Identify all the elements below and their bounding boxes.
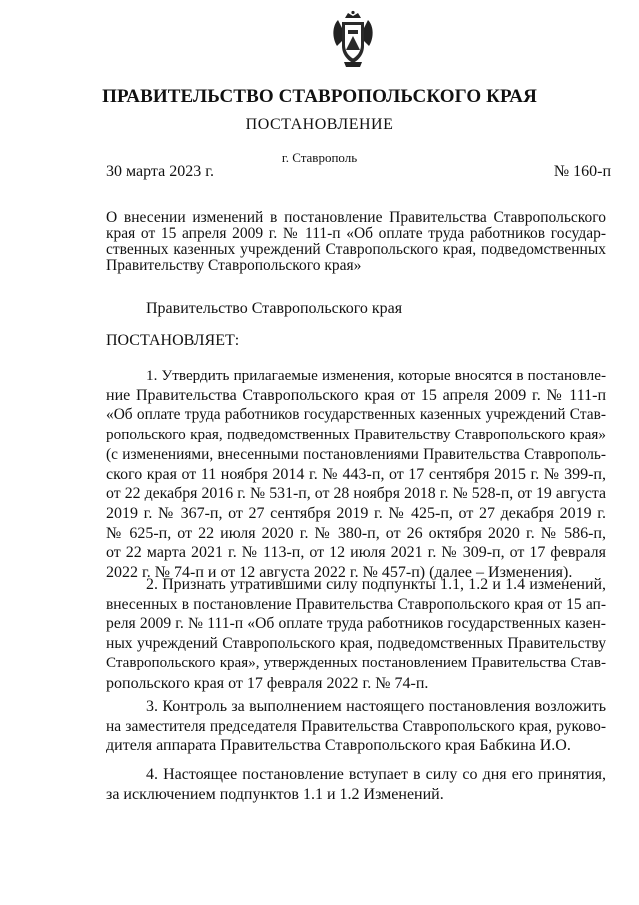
paragraph-1 — [106, 366, 606, 583]
paragraph-line: от 22 марта 2021 г. № 113-п, от 12 июля 2021 г. № 309-п, от 17 февраля — [106, 544, 606, 562]
paragraph-line: 1. Утвердить прилагаемые изменения, которые вносятся в постановле- — [146, 367, 606, 384]
paragraph-line: 2022 г. № 74-п и от 12 августа 2022 г. № 457-п) (далее – Изменения). — [106, 564, 573, 582]
subject-line: Правительству Ставропольского края» — [106, 257, 362, 274]
issue-city: г. Ставрополь — [281, 150, 358, 165]
paragraph-line: за исключением подпунктов 1.1 и 1.2 Изменений. — [106, 785, 444, 803]
paragraph-line: ского края от 11 ноября 2014 г. № 443-п, от 17 сентября 2015 г. № 399-п, — [106, 465, 606, 483]
paragraph-line: ропольского края, подведомственных Правительству Ставропольского края» — [106, 426, 606, 444]
government-title: ПРАВИТЕЛЬСТВО СТАВРОПОЛЬСКОГО КРАЯ — [102, 86, 537, 107]
document-type: ПОСТАНОВЛЕНИЕ — [245, 116, 394, 133]
paragraph-line: «Об оплате труда работников государственных казенных учреждений Став- — [106, 406, 606, 424]
issue-date: 30 марта 2023 г. — [106, 163, 214, 180]
paragraph-line: Ставропольского края», утвержденных постановлением Правительства Став- — [106, 654, 606, 671]
paragraph-line: от 22 декабря 2016 г. № 531-п, от 28 ноября 2018 г. № 528-п, от 19 августа — [106, 485, 606, 503]
paragraph-line: реля 2009 г. № 111-п «Об оплате труда работников государственных казен- — [106, 615, 606, 633]
paragraph-line: ных учреждений Ставропольского края, подведомственных Правительству — [106, 635, 606, 653]
subject-line: ственных казенных учреждений Ставропольского края, подведомственных — [106, 241, 606, 258]
paragraph-4 — [106, 765, 606, 804]
subject-line: О внесении изменений в постановление Правительства Ставропольского — [106, 209, 606, 226]
issuing-authority: Правительство Ставропольского края — [146, 300, 403, 317]
paragraph-line: 4. Настоящее постановление вступает в силу со дня его принятия, — [146, 766, 606, 783]
paragraph-line: 2. Признать утратившими силу подпункты 1.1, 1.2 и 1.4 изменений, — [146, 576, 606, 593]
paragraph-line: № 625-п, от 22 июля 2020 г. № 380-п, от 26 октября 2020 г. № 586-п, — [106, 524, 606, 542]
paragraph-line: (с изменениями, внесенными постановлениями Правительства Ставрополь- — [106, 445, 606, 463]
coat-of-arms-icon — [330, 10, 376, 68]
document-subject — [106, 210, 606, 274]
paragraph-line: ние Правительства Ставропольского края от 15 апреля 2009 г. № 111-п — [106, 386, 606, 404]
paragraph-line: внесенных в постановление Правительства Ставропольского края от 15 ап- — [106, 595, 606, 613]
paragraph-line: 3. Контроль за выполнением настоящего постановления возложить — [146, 698, 606, 715]
paragraph-2 — [106, 575, 606, 693]
document-number: № 160-п — [553, 163, 611, 180]
paragraph-line: ропольского края от 17 февраля 2022 г. № 74-п. — [106, 674, 429, 692]
paragraph-3 — [106, 697, 606, 756]
paragraph-line: на заместителя председателя Правительства Ставропольского края, руково- — [106, 717, 606, 735]
subject-line: края от 15 апреля 2009 г. № 111-п «Об оплате труда работников государ- — [106, 225, 606, 242]
paragraph-line: 2019 г. № 367-п, от 27 сентября 2019 г. № 425-п, от 27 декабря 2019 г. — [106, 504, 606, 522]
paragraph-line: дителя аппарата Правительства Ставропольского края Бабкина И.О. — [106, 737, 571, 755]
decree-word: ПОСТАНОВЛЯЕТ: — [106, 332, 240, 349]
